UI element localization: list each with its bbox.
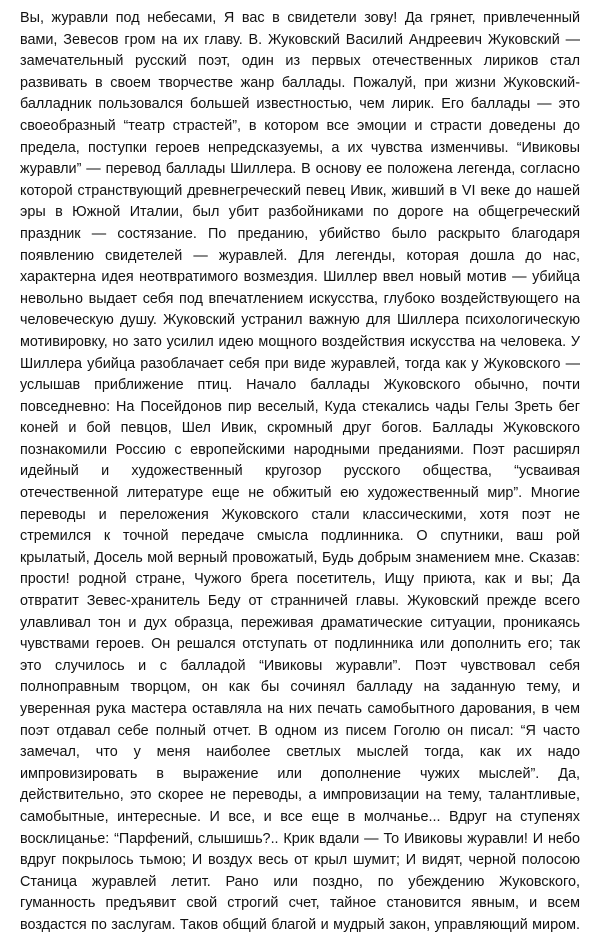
text-line: это случилось и с балладой “Ивиковы журавли”. Поэт чувствовал себя xyxy=(20,657,580,674)
text-line: праздник — состязание. По преданию, убийство было раскрыто благодаря xyxy=(20,225,580,242)
text-line: замечал, что у меня наиболее светлых мыслей тогда, как их надо xyxy=(20,744,580,761)
text-line: развивать в своем творчестве жанр баллады. Пожалуй, при жизни Жуковский- xyxy=(20,74,580,91)
text-line: самобытные, интересные. И все, и все еще в молчанье... Вдруг на ступенях xyxy=(20,808,580,825)
text-line: эры в Южной Италии, был убит разбойниками по дороге на общегреческий xyxy=(20,204,580,221)
text-line: идейный и художественный кругозор русского общества, “усваивая xyxy=(20,463,580,480)
text-line: предела, поступки героев непредсказуемы, а их чувства изменчивы. “Ивиковы xyxy=(20,139,580,156)
text-line: услышав приближение птиц. Начало баллады Жуковского обычно, почти xyxy=(20,377,580,394)
text-line: вдруг покрылось тьмою; И воздух весь от крыл шумит; И видят, черной полосою xyxy=(20,852,580,869)
text-line: поэт отдавал себе полный отчет. В одном из писем Гоголю он писал: “Я часто xyxy=(20,722,580,739)
text-line: своеобразный “театр страстей”, в котором все эмоции и страсти доведены до xyxy=(20,117,580,134)
text-line: отечественной литературе еще не обжитый ею художественный мир”. Многие xyxy=(20,485,580,502)
document-page xyxy=(20,8,580,937)
text-line: коней и бой певцов, Шел Ивик, скромный друг богов. Баллады Жуковского xyxy=(20,420,580,437)
text-line: восклицанье: “Парфений, слышишь?.. Крик вдали — То Ивиковы журавли! И небо xyxy=(20,830,580,847)
text-line: отвратит Зевес-хранитель Беду от странничей главы. Жуковский прежде всего xyxy=(20,593,580,610)
text-line: которой странствующий древнегреческий певец Ивик, живший в VI веке до нашей xyxy=(20,182,580,199)
text-line: появлению свидетелей — журавлей. Для легенды, которая дошла до нас, xyxy=(20,247,580,264)
text-line: переводы и переложения Жуковского стали классическими, хотя поэт не xyxy=(20,506,580,523)
text-line: импровизировать в выражение или дополнение чужих мыслей”. Да, xyxy=(20,765,580,782)
text-line: замечательный русский поэт, один из первых отечественных лириков стал xyxy=(20,53,580,70)
text-line: стремился к точной передаче смысла подлинника. О спутники, ваш рой xyxy=(20,528,580,545)
text-line: полноправным творцом, он как бы сочинял балладу на заданную тему, и xyxy=(20,679,580,696)
text-line: познакомили Россию с европейскими народными преданиями. Поэт расширял xyxy=(20,441,580,458)
text-line: повседневно: На Посейдонов пир веселый, Куда стекались чады Гелы Зреть бег xyxy=(20,398,580,415)
text-line: вами, Зевесов гром на их главу. В. Жуковский Василий Андреевич Жуковский — xyxy=(20,31,580,48)
text-line: человеческую душу. Жуковский устранил важную для Шиллера психологическую xyxy=(20,312,580,329)
text-line: Станица журавлей летит. Рано или поздно, по убеждению Жуковского, xyxy=(20,873,580,890)
text-line: прости! родной стране, Чужого брега посетитель, Ищу приюта, как и вы; Да xyxy=(20,571,580,588)
text-line: уверенная рука мастера оставляла на них печать самобытного дарования, в чем xyxy=(20,701,580,717)
text-line: действительно, это скорее не переводы, а импровизации на тему, талантливые, xyxy=(20,787,580,804)
text-line: Шиллера убийца разоблачает себя при виде журавлей, тогда как у Жуковского — xyxy=(20,355,580,372)
text-line: балладник пользовался большей известностью, чем лирик. Его баллады — это xyxy=(20,96,580,113)
text-line: журавли” — перевод баллады Шиллера. В основу ее положена легенда, согласно xyxy=(20,161,580,178)
text-line: характерна идея неотвратимого возмездия. Шиллер ввел новый мотив — убийца xyxy=(20,269,580,286)
text-line: гуманность предъявит свой строгий счет, тайное становится явным, и всем xyxy=(20,895,580,912)
text-line: крылатый, Досель мой верный провожатый, Будь добрым знамением мне. Сказав: xyxy=(20,549,580,566)
text-line: улавливал тон и дух образца, переживая драматические ситуации, проникаясь xyxy=(20,614,580,631)
text-line: мотивировку, но зато усилил идею мощного воздействия искусства на человека. У xyxy=(20,333,580,350)
text-line: Вы, журавли под небесами, Я вас в свидетели зову! Да грянет, привлеченный xyxy=(20,10,580,26)
text-line: воздастся по заслугам. Таков общий благой и мудрый закон, управляющий миром. xyxy=(20,916,580,933)
text-line: невольно выдает себя под впечатлением искусства, глубоко воздействующего на xyxy=(20,290,580,307)
text-line: чувствами героев. Он решался отступать от подлинника или дополнить его; так xyxy=(20,636,580,653)
